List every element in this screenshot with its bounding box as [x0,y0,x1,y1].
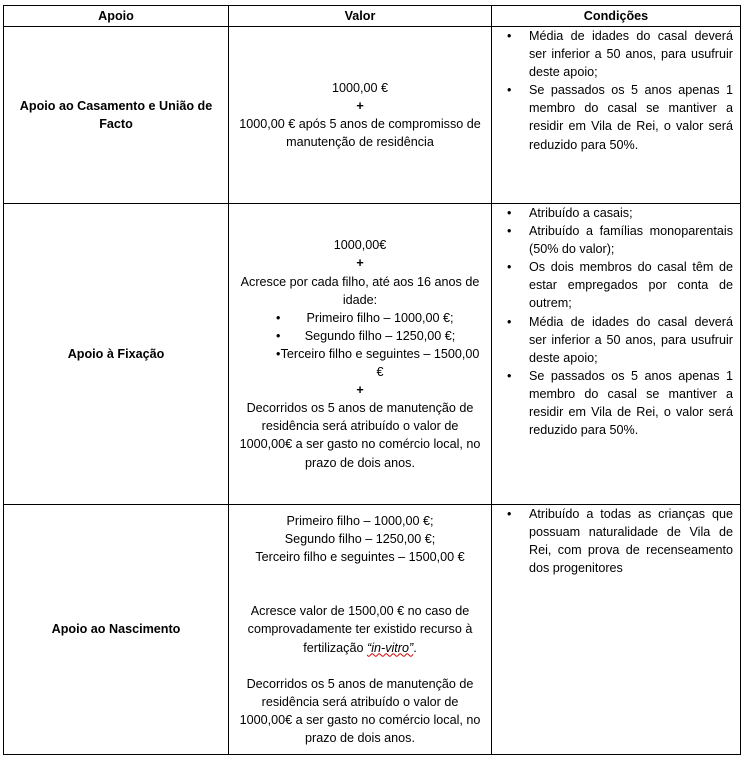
spacer [236,584,484,602]
spacer [236,657,484,675]
valor-line: Decorridos os 5 anos de manutenção de residência será atribuído o valor de 1000,00€ a ser gasto no comércio local, no prazo de dois anos. [239,676,481,745]
plus-sign: + [356,383,364,398]
valor-line: Terceiro filho e seguintes – 1500,00 € [255,550,465,565]
valor-line: 1000,00€ [333,238,387,253]
conditions-list [499,27,733,154]
fertilization-note [236,602,484,656]
plus-sign: + [356,98,364,113]
valor-line: Segundo filho – 1250,00 €; [284,532,436,547]
valor-line: Acresce por cada filho, até aos 16 anos de idade: [240,274,480,307]
apoio-cell: Apoio à Fixação [4,204,229,505]
children-list [236,309,484,381]
apoio-cell: Apoio ao Casamento e União de Facto [4,27,229,204]
condition-item: • Atribuído a casais; [499,204,733,222]
table-row-fixacao [4,204,741,505]
conditions-cell [492,204,741,505]
condition-item: • Atribuído a todas as crianças que possuam naturalidade de Vila de Rei, com prova de recenseamento dos progenitores [499,505,733,577]
condition-item: • Média de idades do casal deverá ser inferior a 50 anos, para usufruir deste apoio; [499,313,733,367]
in-vitro-term: “in-vitro” [367,640,414,655]
support-table [3,5,741,755]
header-row [4,6,741,27]
fertilization-period: . [413,640,417,655]
conditions-cell [492,505,741,755]
apoio-cell: Apoio ao Nascimento [4,505,229,755]
fertilization-text: Acresce valor de 1500,00 € no caso de comprovadamente ter existido recurso à fertilização [247,604,473,655]
child-value-item: • Terceiro filho e seguintes – 1500,00 € [236,345,484,381]
child-value-item: • Primeiro filho – 1000,00 €; [236,309,484,327]
valor-cell [229,204,492,505]
header-valor: Valor [229,6,492,27]
plus-sign: + [356,256,364,271]
table-row-casamento [4,27,741,204]
valor-line: 1000,00 € [331,80,389,95]
header-condicoes: Condições [492,6,741,27]
spacer [236,566,484,584]
table-row-nascimento [4,505,741,755]
valor-line: Primeiro filho – 1000,00 €; [286,514,434,529]
condition-item: • Os dois membros do casal têm de estar empregados por conta de outrem; [499,258,733,312]
conditions-list [499,204,733,439]
valor-cell [229,505,492,755]
condition-item: • Se passados os 5 anos apenas 1 membro do casal se mantiver a residir em Vila de Rei, o valor será reduzido para 50%. [499,367,733,439]
header-apoio: Apoio [4,6,229,27]
conditions-list [499,505,733,577]
conditions-cell [492,27,741,204]
valor-line: Decorridos os 5 anos de manutenção de residência será atribuído o valor de 1000,00€ a ser gasto no comércio local, no prazo de dois anos. [239,401,481,470]
valor-line: 1000,00 € após 5 anos de compromisso de manutenção de residência [239,117,481,150]
condition-item: • Se passados os 5 anos apenas 1 membro do casal se mantiver a residir em Vila de Rei, o valor será reduzido para 50%. [499,81,733,153]
condition-item: • Média de idades do casal deverá ser inferior a 50 anos, para usufruir deste apoio; [499,27,733,81]
child-value-item: • Segundo filho – 1250,00 €; [236,327,484,345]
valor-cell [229,27,492,204]
condition-item: • Atribuído a famílias monoparentais (50% do valor); [499,222,733,258]
